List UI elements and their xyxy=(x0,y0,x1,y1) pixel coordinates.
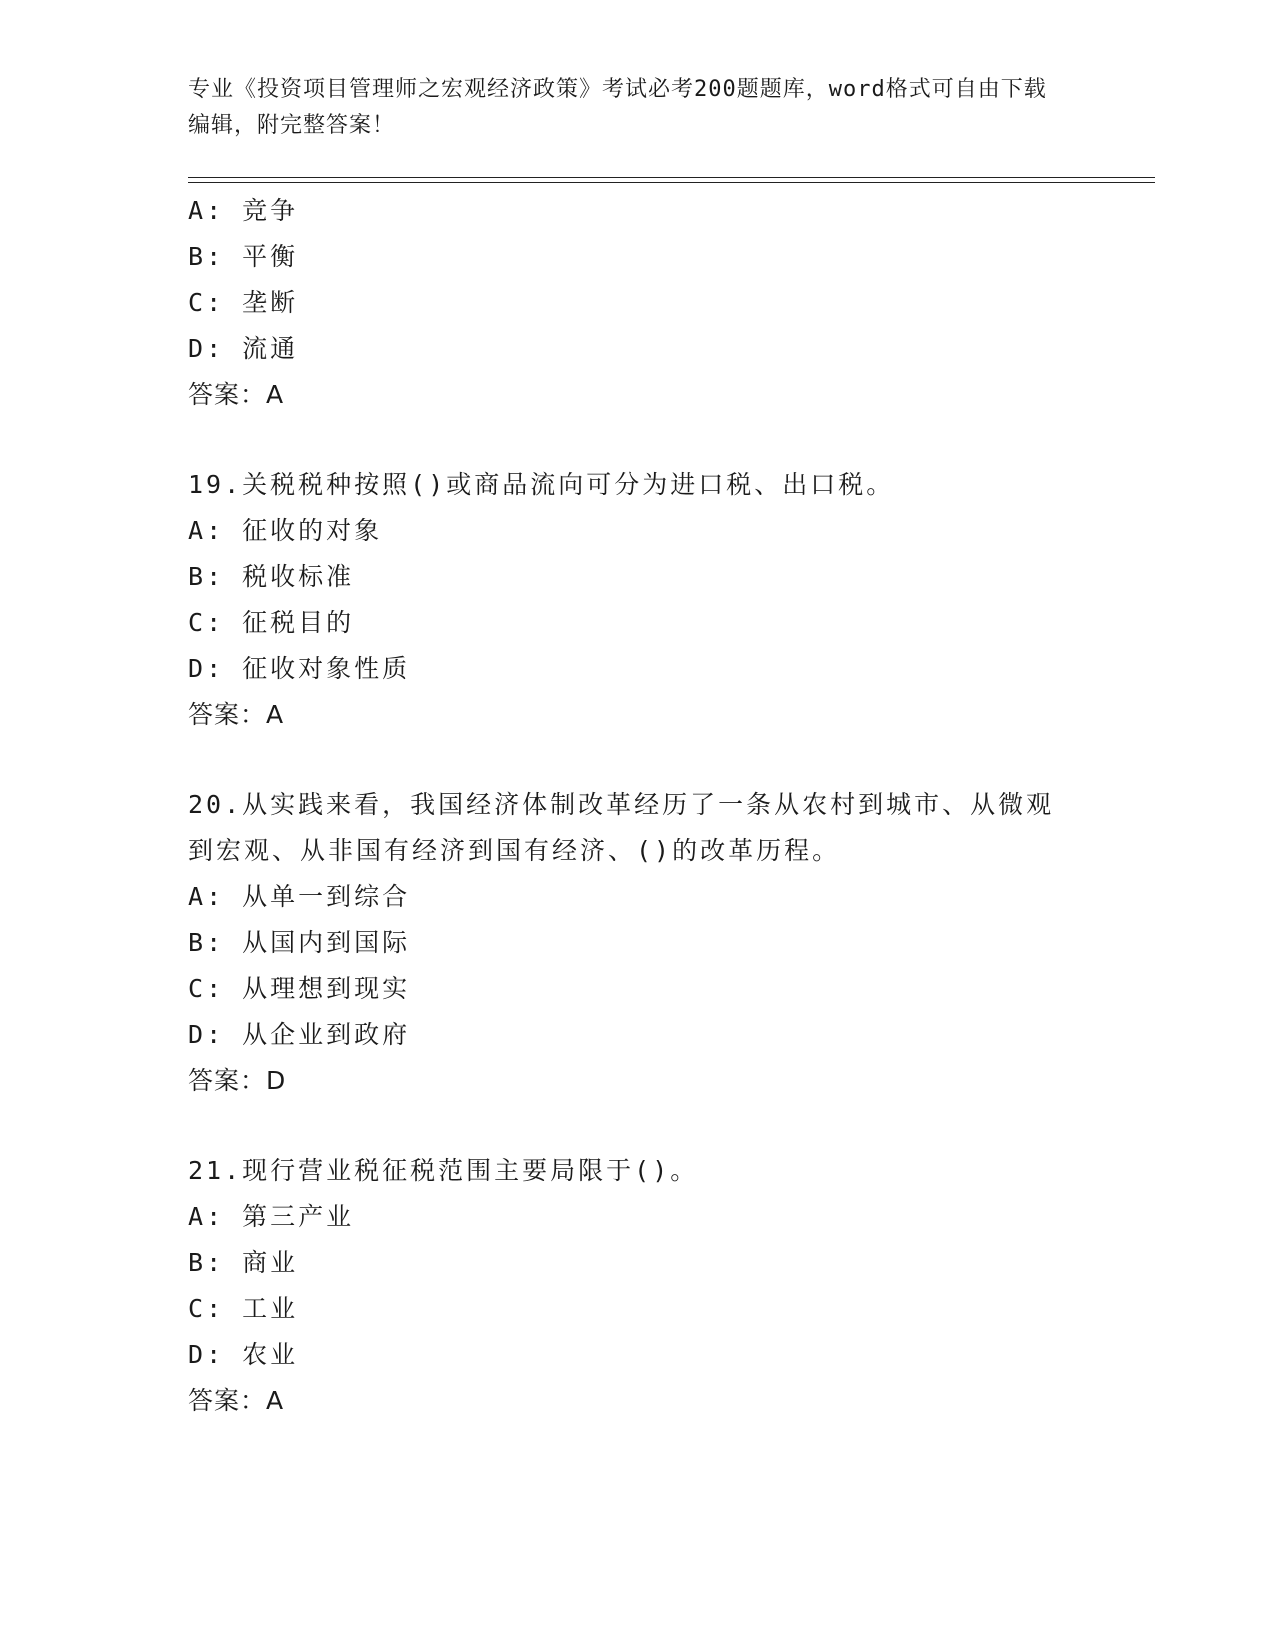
question-21 xyxy=(188,1148,1088,1424)
option-c: C: 征税目的 xyxy=(188,608,355,637)
question-20 xyxy=(188,782,1088,1104)
option-a: A: 第三产业 xyxy=(188,1202,355,1231)
option-a: A: 征收的对象 xyxy=(188,516,383,545)
question-stem: 20.从实践来看，我国经济体制改革经历了一条从农村到城市、从微观到宏观、从非国有经济到国有经济、()的改革历程。 xyxy=(188,790,1055,865)
question-19 xyxy=(188,462,1088,738)
answer: 答案：A xyxy=(188,700,285,729)
option-b: B: 商业 xyxy=(188,1248,299,1277)
question-list xyxy=(188,188,1088,1424)
option-a: A: 从单一到综合 xyxy=(188,882,411,911)
option-c: C: 垄断 xyxy=(188,288,299,317)
option-a: A: 竞争 xyxy=(188,196,299,225)
question-stem: 21.现行营业税征税范围主要局限于()。 xyxy=(188,1156,699,1185)
answer: 答案：A xyxy=(188,380,285,409)
option-b: B: 平衡 xyxy=(188,242,299,271)
header-divider-top xyxy=(188,177,1155,178)
option-d: D: 农业 xyxy=(188,1340,299,1369)
answer: 答案：A xyxy=(188,1386,285,1415)
option-d: D: 从企业到政府 xyxy=(188,1020,411,1049)
option-d: D: 流通 xyxy=(188,334,299,363)
option-d: D: 征收对象性质 xyxy=(188,654,411,683)
document-header: 专业《投资项目管理师之宏观经济政策》考试必考200题题库，word格式可自由下载编辑，附完整答案！ xyxy=(188,77,1047,138)
option-b: B: 税收标准 xyxy=(188,562,355,591)
option-b: B: 从国内到国际 xyxy=(188,928,411,957)
question-stem: 19.关税税种按照()或商品流向可分为进口税、出口税。 xyxy=(188,470,895,499)
question-18 xyxy=(188,188,1088,418)
option-c: C: 从理想到现实 xyxy=(188,974,411,1003)
option-c: C: 工业 xyxy=(188,1294,299,1323)
header-divider-bottom xyxy=(188,182,1155,183)
answer: 答案：D xyxy=(188,1066,287,1095)
